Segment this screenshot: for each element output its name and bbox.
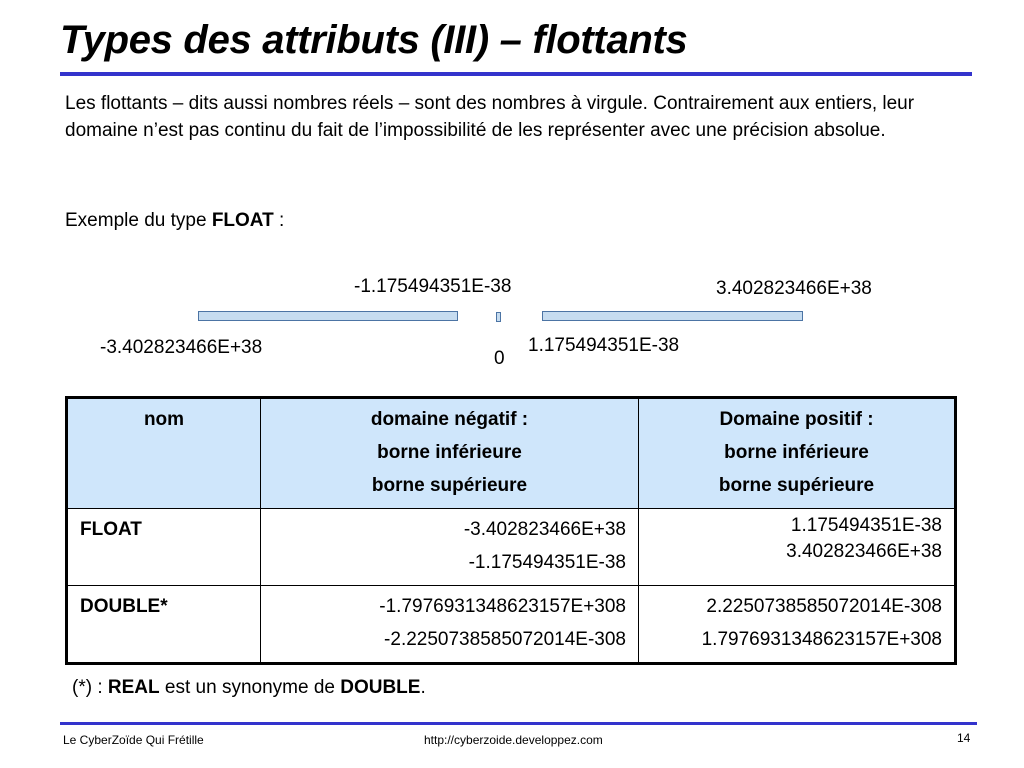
header-negative-domain: domaine négatif : borne inférieure borne supérieure [261,398,639,509]
title-divider [60,72,972,76]
example-prefix: Exemple du type [65,210,212,231]
neg-min-label: -3.402823466E+38 [100,337,263,358]
page-number: 14 [957,731,971,745]
positive-domain-bar [542,311,803,321]
neg-max-label: -1.175494351E-38 [354,276,512,297]
negative-domain-bar [198,311,458,321]
row-name-float: FLOAT [67,509,261,586]
intro-paragraph: Les flottants – dits aussi nombres réels – sont des nombres à virgule. Contrairement aux entiers, leur domaine n’est pas continu du fait de l’impossibilité de les représenter avec une précision absolue. [65,93,915,141]
footnote-prefix: (*) : [72,677,108,698]
footnote-real: REAL [107,677,160,698]
example-type: FLOAT [211,210,274,231]
footnote-middle: est un synonyme de [159,677,341,698]
footnote-double: DOUBLE [340,677,421,698]
footer-author: Le CyberZoïde Qui Frétille [63,733,204,747]
row-double-positive: 2.2250738585072014E-308 1.7976931348623157E+308 [639,586,956,664]
table-header-row [67,398,956,509]
row-float-negative: -3.402823466E+38 -1.175494351E-38 [261,509,639,586]
zero-marker [496,312,501,322]
example-suffix: : [273,210,285,231]
footnote-end: . [420,677,426,698]
example-line [65,210,284,232]
row-double-negative: -1.7976931348623157E+308 -2.2250738585072014E-308 [261,586,639,664]
zero-label: 0 [494,348,505,369]
footer-divider [60,722,977,725]
float-types-table [65,396,957,665]
header-positive-domain: Domaine positif : borne inférieure borne supérieure [639,398,956,509]
footnote [72,677,426,699]
footer-url: http://cyberzoide.developpez.com [424,733,603,747]
slide-title: Types des attributs (III) – flottants [60,18,688,62]
pos-min-label: 1.175494351E-38 [528,335,680,356]
row-name-double: DOUBLE* [67,586,261,664]
table-row [67,509,956,586]
pos-max-label: 3.402823466E+38 [716,278,872,299]
table-row [67,586,956,664]
header-name: nom [67,398,261,509]
row-float-positive: 1.175494351E-38 3.402823466E+38 [639,509,956,586]
